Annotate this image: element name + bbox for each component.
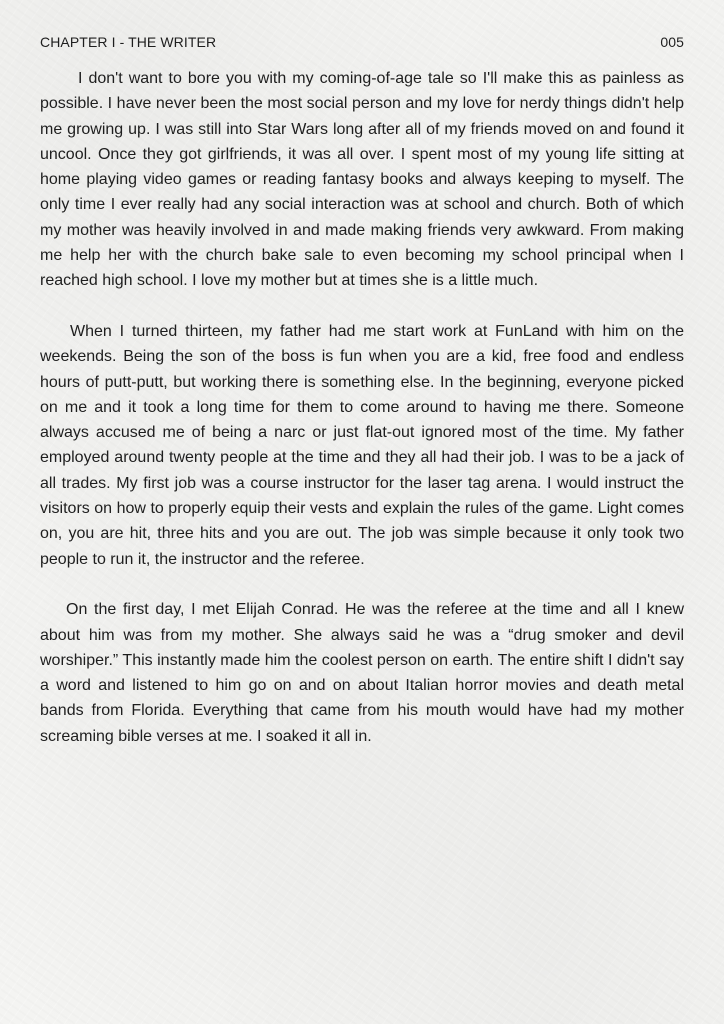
paragraph-2: When I turned thirteen, my father had me start work at FunLand with him on the weekends. Being the son of the boss is fun when you are a kid, free food and endless hours of putt-putt, but working there is something else. In the beginning, everyone picked on me and it took a long time for them to come around to having me there. Someone always accused me of being a narc or just flat-out ignored most of the time. My father employed around twenty people at the time and they all had their job. I was to be a jack of all trades. My first job was a course instructor for the laser tag arena. I would instruct the visitors on how to properly equip their vests and explain the rules of the game. Light comes on, you are hit, three hits and you are out. The job was simple because it only took two people to run it, the instructor and the referee. xyxy=(40,322,684,568)
chapter-title: CHAPTER I - THE WRITER xyxy=(40,34,217,50)
paragraph-3: On the first day, I met Elijah Conrad. He was the referee at the time and all I knew about him was from my mother. She always said he was a “drug smoker and devil worshiper.” This instantly made him the coolest person on earth. The entire shift I didn't say a word and listened to him go on and on about Italian horror movies and death metal bands from Florida. Everything that came from his mouth would have had my mother screaming bible verses at me. I soaked it all in. xyxy=(40,601,684,745)
paragraph-1: I don't want to bore you with my coming-of-age tale so I'll make this as painless as possible. I have never been the most social person and my love for nerdy things didn't help me growing up. I was still into Star Wars long after all of my friends moved on and found it uncool. Once they got girlfriends, it was all over. I spent most of my young life sitting at home playing video games or reading fantasy books and always keeping to myself. The only time I ever really had any social interaction was at school and church. Both of which my mother was heavily involved in and made making friends very awkward. From making me help her with the church bake sale to even becoming my school principal when I reached high school. I love my mother but at times she is a little much. xyxy=(40,70,684,290)
page-header xyxy=(40,33,684,51)
page-number: 005 xyxy=(660,34,684,50)
body-text xyxy=(40,66,684,749)
